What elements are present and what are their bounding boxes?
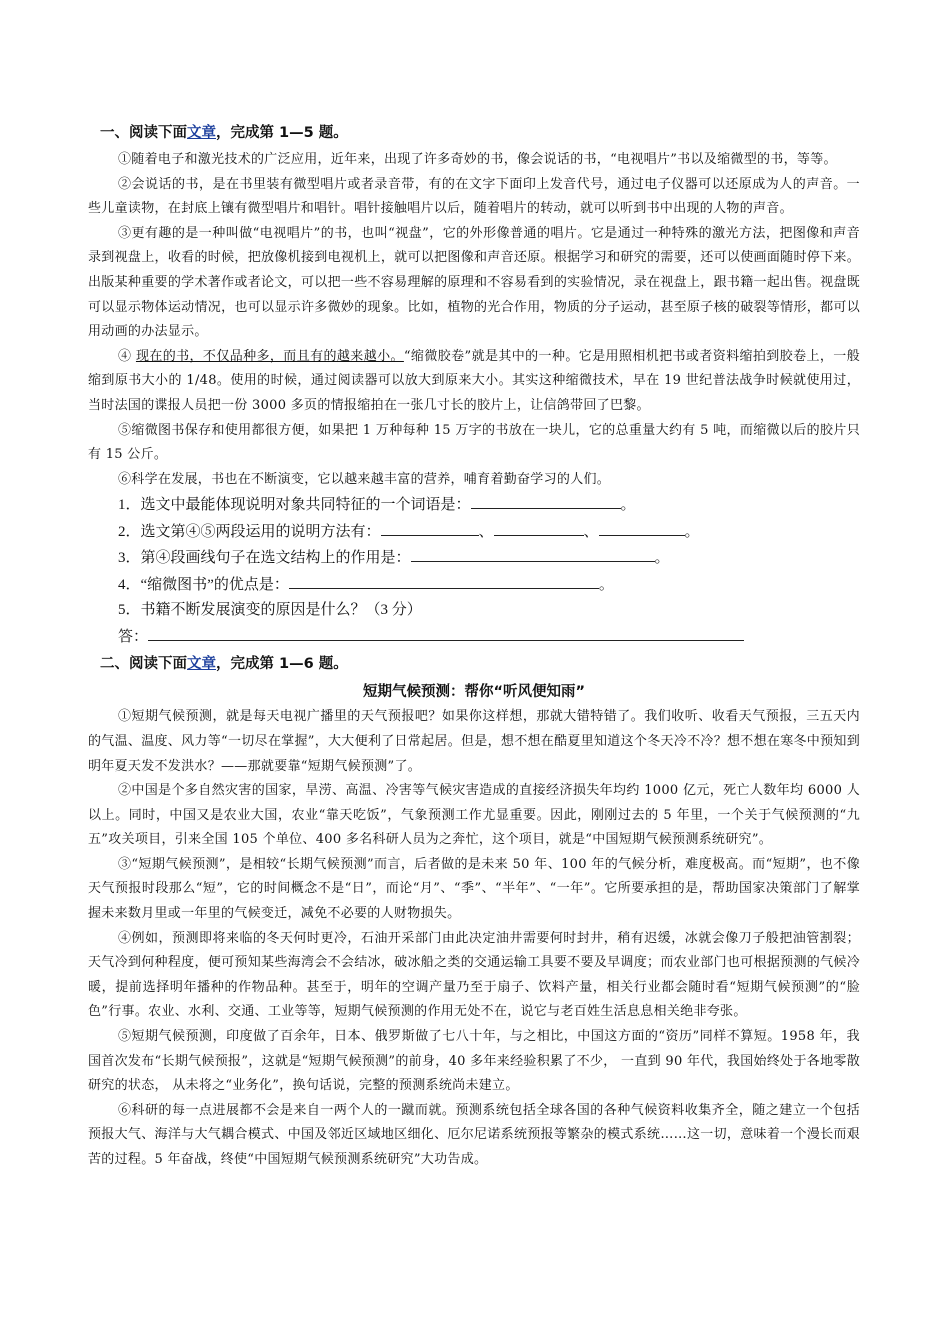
answer-label: 答：: [118, 628, 149, 645]
question-2: [118, 519, 860, 546]
answer-blank[interactable]: [599, 519, 685, 536]
punct: 。: [598, 576, 614, 593]
question-text: 2．选文第④⑤两段运用的说明方法有：: [118, 523, 381, 540]
answer-blank[interactable]: [494, 519, 584, 536]
paragraph-3: ③更有趣的是一种叫做“电视唱片”的书，也叫“视盘”，它的外形像普通的唱片。它是通过一种特殊的激光方法，把图像和声音录到视盘上，收看的时候，把放像机接到电视机上，就可以把图像和声音还原。根据学习和研究的需要，还可以使画面随时停下来。出版某种重要的学术著作或者论文，可以把一些不容易理解的原理和不容易看到的实验情况，录在视盘上，跟书籍一起出售。视盘既可以显示物体运动情况，也可以显示许多微妙的现象。比如，植物的光合作用，物质的分子运动，甚至原子核的破裂等情形，都可以用动画的办法显示。: [88, 225, 860, 340]
paragraph-2: ②中国是个多自然灾害的国家，旱涝、高温、冷害等气候灾害造成的直接经济损失年均约 1000 亿元，死亡人数年均 6000 人以上。同时，中国又是农业大国，农业“靠天吃饭”，气象预测工作尤显重要。因此，刚刚过去的 5 年里，一个关于气候预测的“九五”攻关项目，引来全国 105 个单位、400 多名科研人员为之奔忙，这个项目，就是“中国短期气候预测系统研究”。: [88, 783, 860, 848]
punct: 。: [654, 550, 670, 567]
article-title: 短期气候预测：帮你“听风便知雨”: [362, 684, 586, 701]
paragraph-6: ⑥科学在发展，书也在不断演变，它以越来越丰富的营养，哺育着勤奋学习的人们。: [118, 471, 611, 487]
article-link[interactable]: 文章: [187, 125, 216, 141]
answer-blank[interactable]: [289, 572, 599, 589]
punct: 。: [684, 523, 700, 540]
section2-heading: [100, 653, 860, 675]
question-text: 1．选文中最能体现说明对象共同特征的一个词语是：: [118, 497, 471, 514]
punct: 、: [583, 523, 599, 540]
question-3: [118, 545, 860, 572]
question-text: 3．第④段画线句子在选文结构上的作用是：: [118, 550, 411, 567]
paragraph-4: ④例如，预测即将来临的冬天何时更冷，石油开采部门由此决定油井需要何时封井，稍有迟缓，冰就会像刀子般把油管割裂；天气冷到何种程度，便可预知某些海湾会不会结冰，破冰船之类的交通运输工具要不要及早调度；而农业部门也可根据预测的气候冷暖，提前选择明年播种的作物品种。甚至于，明年的空调产量乃至于扇子、饮料产量，相关行业都会随时看“短期气候预测”的“脸色”行事。农业、水利、交通、工业等等，短期气候预测的作用无处不在，说它与老百姓生活息息相关绝非夸张。: [88, 930, 860, 1020]
heading-text: 一、阅读下面: [100, 125, 187, 141]
heading-text: 二、阅读下面: [100, 656, 187, 673]
answer-line: [118, 624, 860, 651]
paragraph-4: [88, 345, 860, 419]
paragraph-5: ⑤短期气候预测，印度做了百余年，日本、俄罗斯做了七八十年，与之相比，中国这方面的“资历”同样不算短。1958 年，我国首次发布“长期气候预报”，这就是“短期气候预测”的前身，40 多年来经验积累了不少， 一直到 90 年代，我国始终处于各地零散研究的状态， 从未将之“业务化”，换句话说，完整的预测系统尚未建立。: [88, 1029, 860, 1094]
heading-text: ，完成第 1—6 题。: [216, 656, 348, 673]
punct: 、: [478, 523, 494, 540]
question-4: [118, 572, 860, 599]
punct: 。: [620, 497, 636, 514]
article-link[interactable]: 文章: [187, 656, 216, 673]
paragraph-1: ①随着电子和激光技术的广泛应用，近年来，出现了许多奇妙的书，像会说话的书，“电视唱片”书以及缩微型的书，等等。: [118, 152, 837, 167]
heading-text: ，完成第 1—5 题。: [216, 125, 348, 141]
question-text: 4．“缩微图书”的优点是：: [118, 576, 289, 593]
answer-blank[interactable]: [148, 624, 744, 641]
paragraph-3: ③“短期气候预测”，是相较“长期气候预测”而言，后者做的是未来 50 年、100 年的气候分析，难度极高。而“短期”，也不像天气预报时段那么“短”，它的时间概念不是“日”，而论“月”、“季”、“半年”、“一年”。它所要承担的是，帮助国家决策部门了解掌握未来数月里或一年里的气候变迁，减免不必要的人财物损失。: [88, 856, 860, 922]
question-1: [118, 492, 860, 519]
document-page: [88, 122, 860, 1173]
paragraph-2: ②会说话的书，是在书里装有微型唱片或者录音带，有的在文字下面印上发音代号，通过电子仪器可以还原成为人的声音。一些儿童读物，在封底上镶有微型唱片和唱针。唱针接触唱片以后，随着唱片的转动，就可以听到书中出现的人物的声音。: [88, 176, 860, 217]
paragraph-6: ⑥科研的每一点进展都不会是来自一两个人的一蹴而就。预测系统包括全球各国的各种气候资料收集齐全，随之建立一个包括预报大气、海洋与大气耦合模式、中国及邻近区域地区细化、厄尔尼诺系统预报等繁杂的模式系统……这一切，意味着一个漫长而艰苦的过程。5 年奋战，终使“中国短期气候预测系统研究”大功告成。: [88, 1102, 860, 1167]
section1-heading: [100, 122, 860, 144]
question-5: 5．书籍不断发展演变的原因是什么？（3 分）: [118, 602, 422, 619]
paragraph-5: ⑤缩微图书保存和使用都很方便，如果把 1 万种每种 15 万字的书放在一块儿，它的总重量大约有 5 吨，而缩微以后的胶片只有 15 公斤。: [88, 422, 860, 463]
paragraph-1: ①短期气候预测，就是每天电视广播里的天气预报吧？如果你这样想，那就大错特错了。我们收听、收看天气预报，三五天内的气温、温度、风力等“一切尽在掌握”，大大便利了日常起居。但是，想不想在酷夏里知道这个冬天冷不冷？想不想在寒冬中预知到明年夏天发不发洪水？——那就要靠“短期气候预测”了。: [88, 709, 860, 774]
paragraph-number: ④: [118, 348, 136, 364]
paragraph-text: “缩微胶卷”就是其中的一种。它是用照相机把书或者资料缩拍到胶卷上，一般缩到原书大小的 1/48。使用的时候，通过阅读器可以放大到原来大小。其实这种缩微技术，早在 19 世纪普法战争时候就使用过，当时法国的谍报人员把一份 3000 多页的情报缩拍在一张几寸长的胶片上，让信鸽带回了巴黎。: [88, 348, 860, 413]
answer-blank[interactable]: [471, 492, 621, 509]
answer-blank[interactable]: [381, 519, 479, 536]
answer-blank[interactable]: [411, 545, 655, 562]
underlined-sentence: 现在的书，不仅品种多，而且有的越来越小。: [135, 348, 404, 364]
